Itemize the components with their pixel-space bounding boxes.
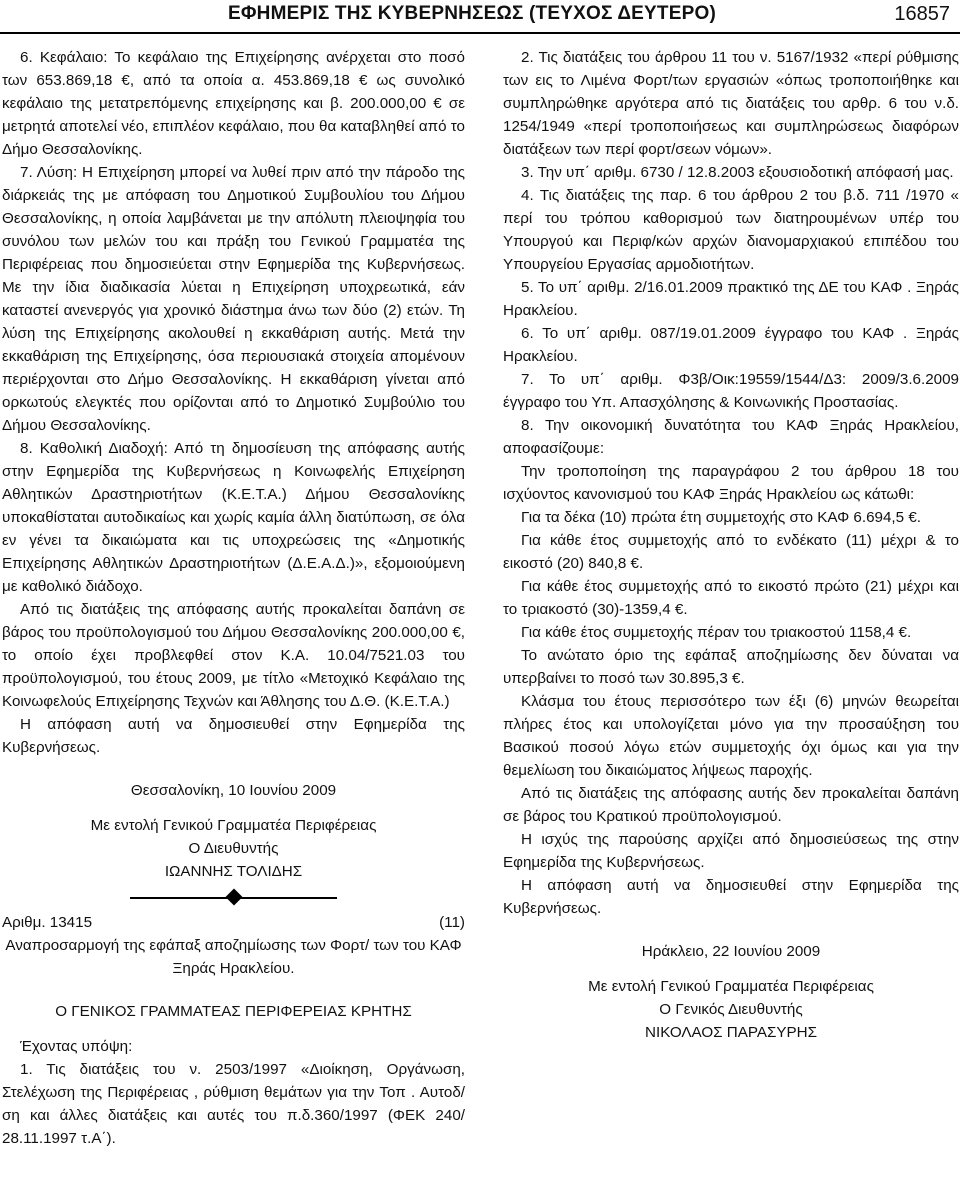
publication-order: Η απόφαση αυτή να δημοσιευθεί στην Εφημερίδα της Κυβερνήσεως. — [503, 877, 959, 917]
tier-twentyone-thirty: Για κάθε έτος συμμετοχής από το εικοστό πρώτο (21) μέχρι και το τριακοστό (30)-1359,4 €. — [503, 578, 959, 618]
signature-order-right: Με εντολή Γενικού Γραμματέα Περιφέρειας — [588, 978, 874, 995]
diamond-icon — [225, 889, 242, 906]
tier-eleven-twenty: Για κάθε έτος συμμετοχής από το ενδέκατο (11) μέχρι & το εικοστό (20) 840,8 €. — [503, 532, 959, 572]
signature-name: ΙΩΑΝΝΗΣ ΤΟΛΙΔΗΣ — [164, 863, 303, 880]
decision-amendment: Την τροποποίηση της παραγράφου 2 του άρθρου 18 του ισχύοντος κανονισμού του ΚΑΦ Ξηράς Ηρακλείου ως κάτωθι: — [503, 463, 959, 503]
right-column — [503, 46, 959, 1044]
signature-name-right: ΝΙΚΟΛΑΟΣ ΠΑΡΑΣΥΡΗΣ — [645, 1024, 817, 1041]
tier-beyond-thirty: Για κάθε έτος συμμετοχής πέραν του τριακοστού 1158,4 €. — [521, 624, 912, 641]
fraction-rule: Κλάσμα του έτους περισσότερο των έξι (6) μηνών θεωρείται πλήρες έτος και υπολογίζεται μόνο για την προσαύξηση του Βασικού ποσού λόγω ετών συμμετοχής όχι όμως και για την θεμελίωση του δικαιώματος λήψεως παροχής. — [503, 693, 959, 779]
paragraph-dissolution: 7. Λύση: Η Επιχείρηση μπορεί να λυθεί πριν από την πάροδο της διάρκειάς της με απόφαση του Δημοτικού Συμβουλίου του Δήμου Θεσσαλονίκης, η οποία λαμβάνεται με την απόλυτη πλειοψηφία του συνόλου των μελών του και πράξη του Γενικού Γραμματέα της Περιφέρειας που δημοσιεύεται στην Εφημερίδα της Κυβερνήσεως. Με την ίδια διαδικασία λύεται η Επιχείρηση υποχρεωτικά, εάν καταστεί ανενεργός για χρονικό διάστημα άνω των δύο (2) ετών. Τη λύση της Επιχείρησης ακολουθεί η εκκαθάριση αυτής. Μετά την εκκαθάριση της Επιχείρησης, όσα περιουσιακά στοιχεία απομένουν περιέρχονται στο Δήμο Θεσσαλονίκης. Η εκκαθάριση γίνεται από ορκωτούς ελεγκτές που ορίζονται από το Δημοτικό Συμβούλιο του Δήμου Θεσσαλονίκης. — [2, 164, 465, 434]
left-column — [2, 46, 465, 1150]
regard-item-7: 7. Το υπ΄ αριθμ. Φ3β/Οικ:19559/1544/Δ3: 2009/3.6.2009 έγγραφο του Υπ. Απασχόλησης & Κοινωνικής Προστασίας. — [503, 371, 959, 411]
no-state-expense: Από τις διατάξεις της απόφασης αυτής δεν προκαλείται δαπάνη σε βάρος του Κρατικού προϋπολογισμού. — [503, 785, 959, 825]
signature-role: Ο Διευθυντής — [188, 840, 279, 857]
decision-sequence: (11) — [439, 914, 465, 931]
signature-place-date-right: Ηράκλειο, 22 Ιουνίου 2009 — [641, 943, 821, 960]
regard-item-3: 3. Την υπ΄ αριθμ. 6730 / 12.8.2003 εξουσιοδοτική απόφασή μας. — [521, 164, 954, 181]
decision-number-row — [2, 911, 465, 934]
paragraph-publication: Η απόφαση αυτή να δημοσιευθεί στην Εφημερίδα της Κυβερνήσεως. — [2, 716, 465, 756]
effective-date: Η ισχύς της παρούσης αρχίζει από δημοσιεύσεως της στην Εφημερίδα της Κυβερνήσεως. — [503, 831, 959, 871]
regard-item-5: 5. Το υπ΄ αριθμ. 2/16.01.2009 πρακτικό της ΔΕ του ΚΑΦ . Ξηράς Ηρακλείου. — [503, 279, 959, 319]
issuing-authority: Ο ΓΕΝΙΚΟΣ ΓΡΑΜΜΑΤΕΑΣ ΠΕΡΙΦΕΡΕΙΑΣ ΚΡΗΤΗΣ — [55, 1003, 412, 1020]
page-number: 16857 — [894, 3, 950, 25]
section-divider — [2, 889, 465, 907]
regard-item-4: 4. Τις διατάξεις της παρ. 6 του άρθρου 2 του β.δ. 711 /1970 « περί του τρόπου καθορισμού των διατηρουμένων υπέρ του Υπουργού και Περιφ/κών αρχών διανομαρχιακού επιπέδου του Υπουργείου Εργασίας αρμοδιοτήτων. — [503, 187, 959, 273]
header-rule — [0, 32, 960, 34]
signature-role-right: Ο Γενικός Διευθυντής — [659, 1001, 803, 1018]
tier-first-ten: Για τα δέκα (10) πρώτα έτη συμμετοχής στο ΚΑΦ 6.694,5 €. — [521, 509, 921, 526]
regard-item-1: 1. Τις διατάξεις του ν. 2503/1997 «Διοίκηση, Οργάνωση, Στελέχωση της Περιφέρειας , ρύθμιση θεμάτων για την Τοπ . Αυτοδ/ση και άλλες διατάξεις και αυτές του π.δ.360/1997 (ΦΕΚ 240/ 28.11.1997 τ.Α΄). — [2, 1061, 465, 1147]
signature-order: Με εντολή Γενικού Γραμματέα Περιφέρειας — [90, 817, 377, 834]
maximum-limit: Το ανώτατο όριο της εφάπαξ αποζημίωσης δεν δύναται να υπερβαίνει το ποσό των 30.895,3 €. — [503, 647, 959, 687]
decision-title: Αναπροσαρμογή της εφάπαξ αποζημίωσης των Φορτ/ των του ΚΑΦ Ξηράς Ηρακλείου. — [5, 937, 462, 977]
regard-item-8: 8. Την οικονομική δυνατότητα του ΚΑΦ Ξηράς Ηρακλείου, αποφασίζουμε: — [503, 417, 959, 457]
paragraph-expense: Από τις διατάξεις της απόφασης αυτής προκαλείται δαπάνη σε βάρος του προϋπολογισμού του Δήμου Θεσσαλονίκης 200.000,00 €, το οποίο έχει προβλεφθεί στον Κ.Α. 10.04/7521.03 του προϋπολογισμού, του έτους 2009, με τίτλο «Μετοχικό Κεφάλαιο της Κοινωφελούς Επιχείρησης Τεχνών και Άθλησης του Δ.Θ. (Κ.Ε.Τ.Α.) — [2, 601, 465, 710]
paragraph-capital: 6. Κεφάλαιο: Το κεφάλαιο της Επιχείρησης ανέρχεται στο ποσό των 653.869,18 €, από τα οποία α. 453.869,18 € ως συνολικό κεφάλαιο της μετατρεπόμενης επιχείρησης και β. 200.000,00 € σε μετρητά αποτελεί νέο, επιπλέον κεφάλαιο, που θα καταβληθεί από το Δήμο Θεσσαλονίκης. — [2, 49, 465, 158]
having-regard: Έχοντας υπόψη: — [20, 1038, 133, 1055]
signature-place-date: Θεσσαλονίκη, 10 Ιουνίου 2009 — [130, 782, 337, 799]
gazette-title: ΕΦΗΜΕΡΙΣ ΤΗΣ ΚΥΒΕΡΝΗΣΕΩΣ (ΤΕΥΧΟΣ ΔΕΥΤΕΡΟ) — [228, 3, 716, 24]
paragraph-succession: 8. Καθολική Διαδοχή: Από τη δημοσίευση της απόφασης αυτής στην Εφημερίδα της Κυβερνήσεως η Κοινωφελής Επιχείρηση Αθλητικών Δραστηριοτήτων (Κ.Ε.Τ.Α.) Δήμου Θεσσαλονίκης υποκαθίσταται αυτοδικαίως και χωρίς καμία άλλη διατύπωση, σε όλα εν γένει τα δικαιώματα και τις υποχρεώσεις της «Δημοτικής Επιχείρησης Αθλητικών Δραστηριοτήτων (Δ.Ε.Α.Δ.)», εξομοιούμενη με καθολικό διάδοχο. — [2, 440, 465, 595]
page-header — [0, 0, 960, 36]
regard-item-6: 6. Το υπ΄ αριθμ. 087/19.01.2009 έγγραφο του ΚΑΦ . Ξηράς Ηρακλείου. — [503, 325, 959, 365]
regard-item-2: 2. Τις διατάξεις του άρθρου 11 του ν. 5167/1932 «περί ρύθμισης των εις το Λιμένα Φορτ/των εργασιών «όπως τροποποιήθηκε και συμπληρώθηκε αργότερα από τις διατάξεις του αρθρ. 6 του ν.δ. 1254/1949 «περί τροποποιήσεως και συμπληρώσεως διαφόρων διατάξεων των περί φορτ/σεων νόμων». — [503, 49, 959, 158]
decision-number: Αριθμ. 13415 — [2, 914, 93, 931]
